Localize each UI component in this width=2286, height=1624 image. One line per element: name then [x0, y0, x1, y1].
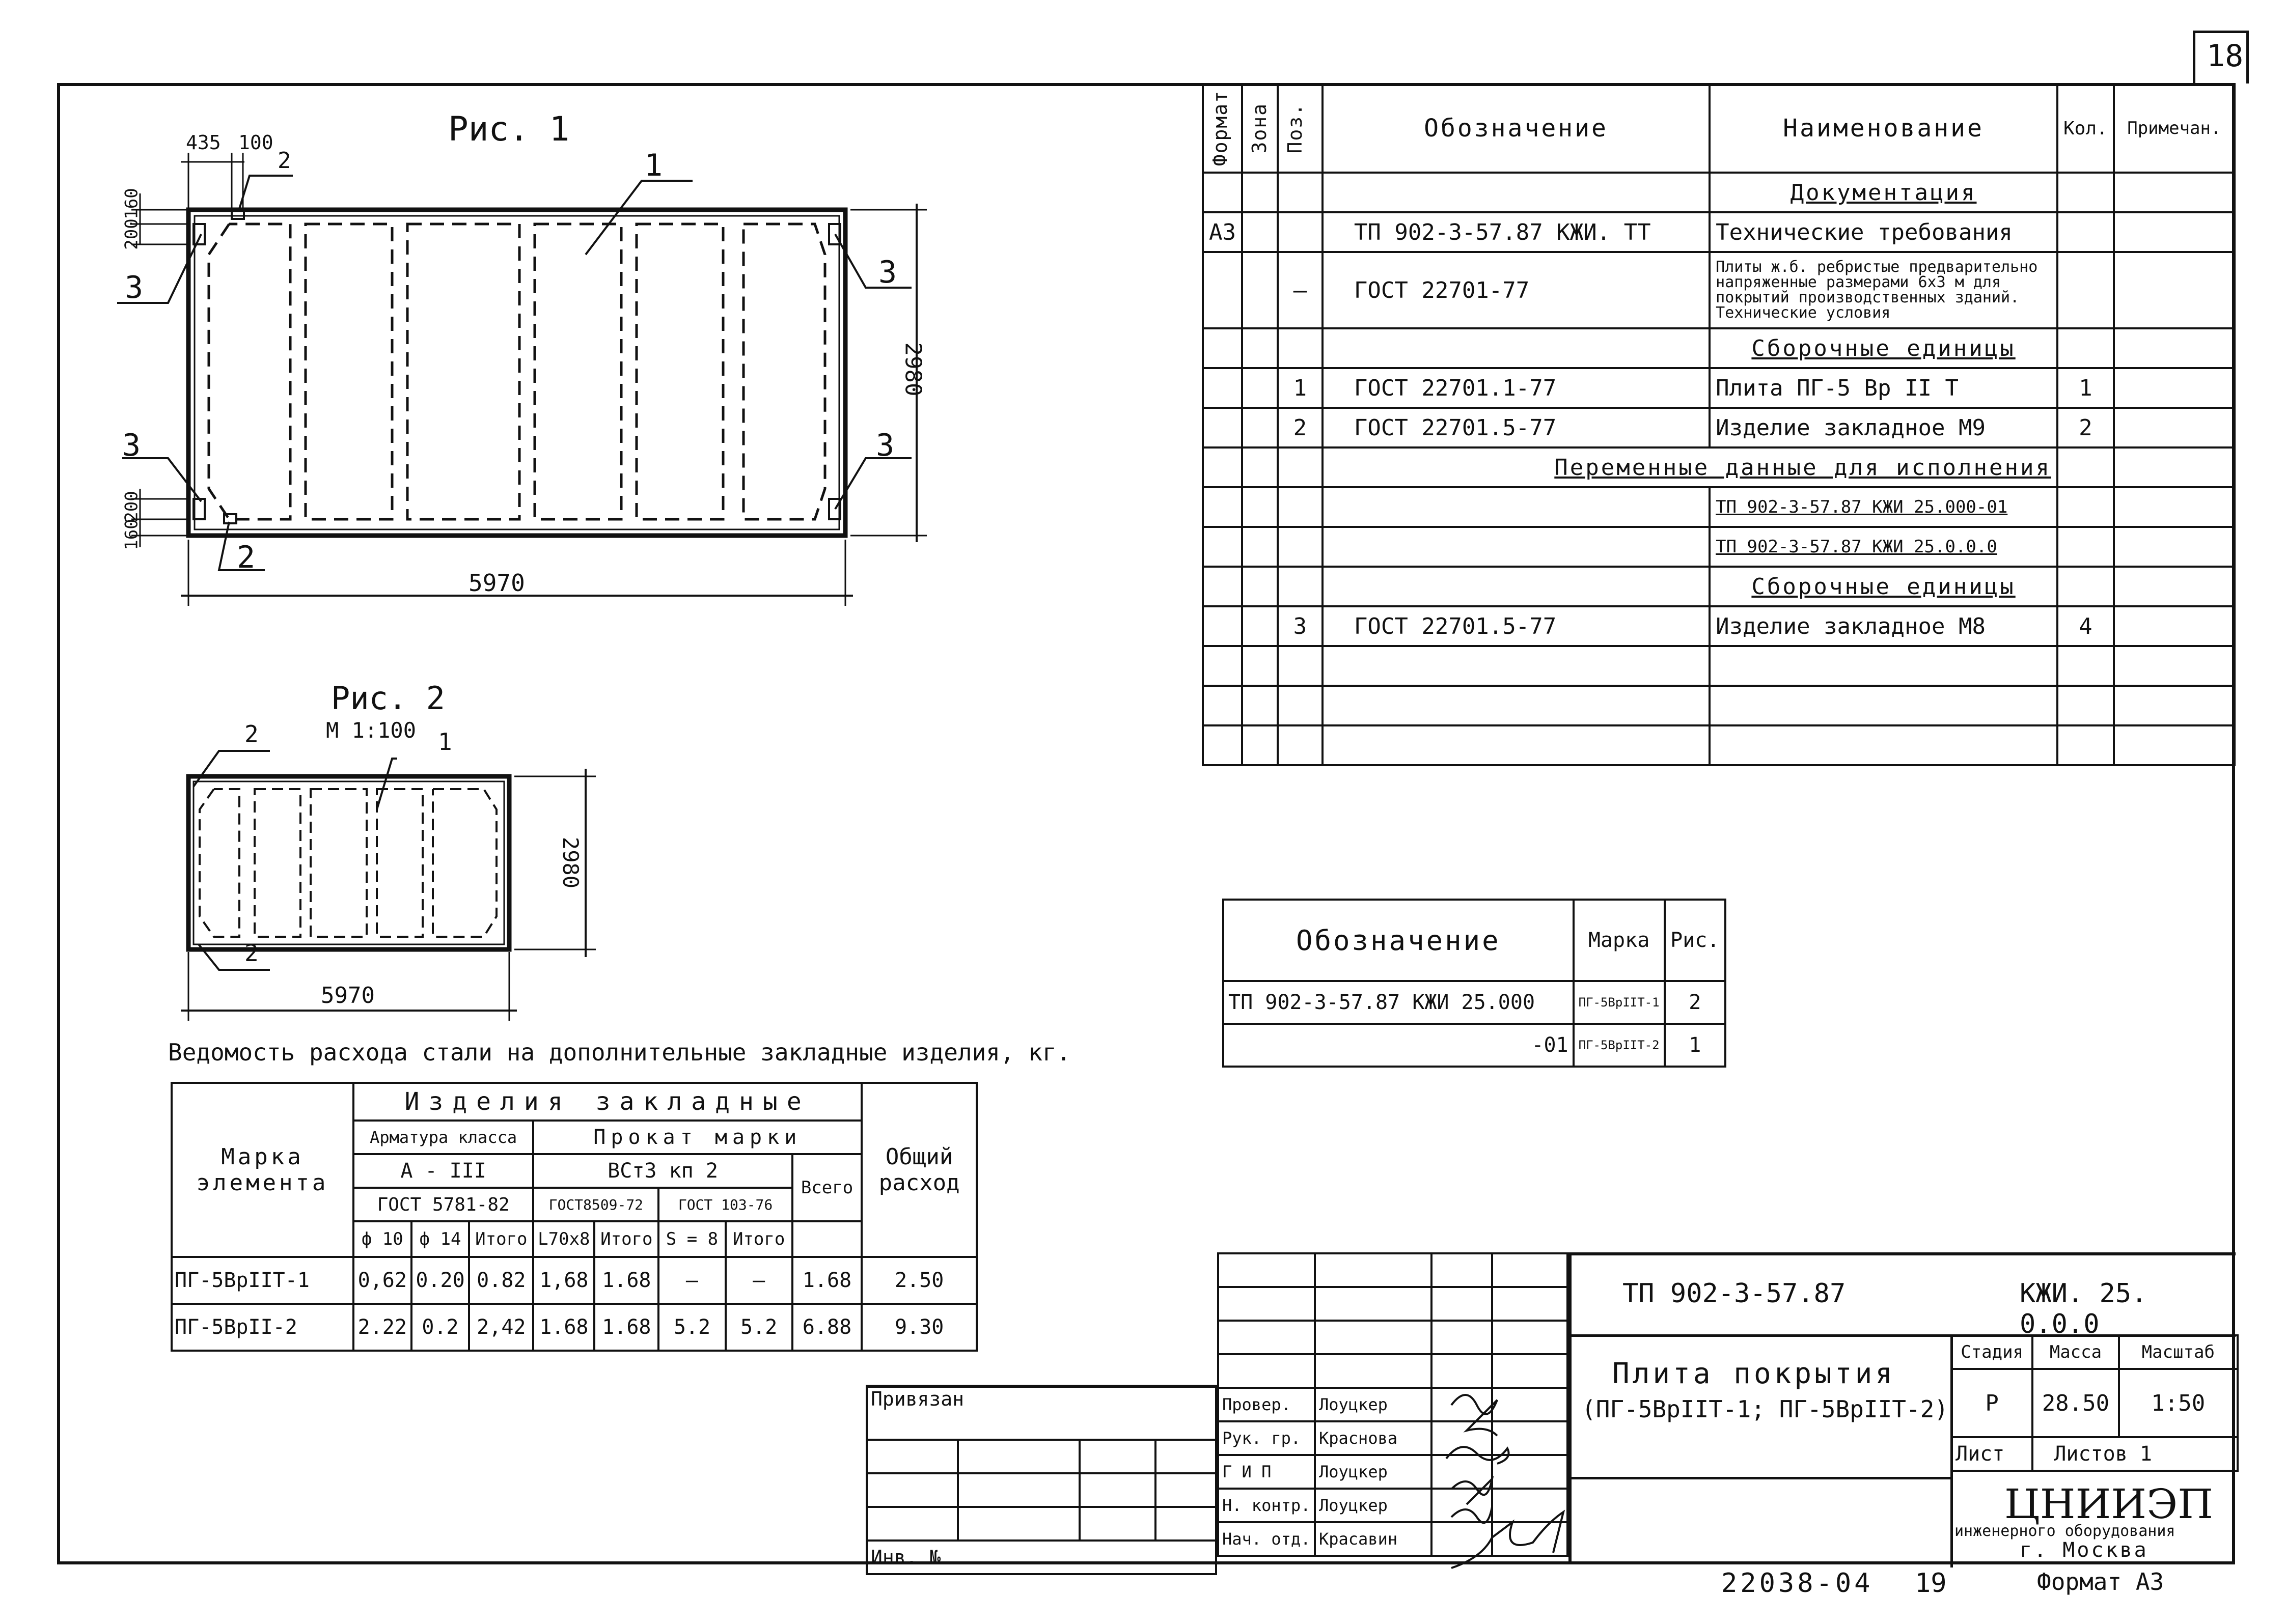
- fig2-plate-outline: [188, 776, 509, 949]
- spec-h-qty: Кол.: [2057, 84, 2114, 173]
- steel-h-arm: Арматура класса: [353, 1121, 533, 1154]
- mark-row-designation: -01: [1223, 1024, 1574, 1067]
- spec-cell-format: [1203, 725, 1242, 765]
- mark-row: [1223, 1024, 1725, 1067]
- spec-cell-note: [2114, 252, 2235, 328]
- spec-cell-name: Документация: [1710, 173, 2057, 212]
- spec-row: [1203, 487, 2235, 527]
- title-object-name: Плита покрытия: [1612, 1357, 1896, 1390]
- spec-cell-pos: [1278, 686, 1323, 725]
- spec-h-name: Наименование: [1710, 84, 2057, 173]
- stage-value: Р: [1951, 1369, 2032, 1437]
- steel-caption: Ведомость расхода стали на дополнительные закладные изделия, кг.: [168, 1039, 1071, 1066]
- spec-cell-zone: [1242, 567, 1278, 606]
- title-role-row: [1218, 1388, 1567, 1421]
- spec-cell-pos: [1278, 173, 1323, 212]
- title-role-row: [1218, 1455, 1567, 1489]
- spec-cell-note: [2114, 567, 2235, 606]
- title-empty-cell: [1218, 1253, 1315, 1287]
- spec-cell-zone: [1242, 252, 1278, 328]
- spec-header-row: [1203, 84, 2235, 173]
- spec-row: [1203, 646, 2235, 686]
- role-label: Нач. отд.: [1218, 1522, 1315, 1556]
- steel-row: [172, 1304, 977, 1351]
- spec-h-designation: Обозначение: [1323, 84, 1710, 173]
- title-empty-cell: [1218, 1321, 1315, 1354]
- fig2-drawing: [181, 751, 596, 1021]
- spec-cell-qty: [2057, 447, 2114, 487]
- role-label: Провер.: [1218, 1388, 1315, 1421]
- role-signature: [1431, 1455, 1492, 1489]
- steel-row-value: 1.68: [792, 1257, 862, 1304]
- spec-cell-format: [1203, 173, 1242, 212]
- spec-cell-designation: [1323, 646, 1710, 686]
- fig1-dim-200-top: 200: [121, 218, 142, 250]
- spec-cell-zone: [1242, 606, 1278, 646]
- role-name: Лоуцкер: [1315, 1455, 1431, 1489]
- spec-cell-qty: [2057, 686, 2114, 725]
- title-empty-cell: [1315, 1287, 1431, 1321]
- spec-cell-qty: 1: [2057, 368, 2114, 408]
- spec-cell-zone: [1242, 173, 1278, 212]
- title-empty-cell: [1218, 1287, 1315, 1321]
- spec-cell-zone: [1242, 646, 1278, 686]
- spec-cell-pos: [1278, 527, 1323, 567]
- spec-row: [1203, 328, 2235, 368]
- spec-cell-zone: [1242, 447, 1278, 487]
- spec-cell-note: [2114, 646, 2235, 686]
- steel-h-mark: Марка элемента: [172, 1083, 353, 1257]
- spec-cell-designation: [1323, 567, 1710, 606]
- steel-row: [172, 1257, 977, 1304]
- fig1-callout-3-tr: 3: [878, 255, 897, 290]
- mark-h-fig: Рис.: [1665, 900, 1725, 981]
- spec-cell-zone: [1242, 212, 1278, 252]
- fig2-dim-height: 2980: [558, 836, 584, 889]
- spec-cell-designation: ТП 902-3-57.87 КЖИ. ТТ: [1323, 212, 1710, 252]
- steel-sub-0: ф 10: [353, 1221, 411, 1257]
- spec-cell-note: [2114, 173, 2235, 212]
- role-date: [1492, 1421, 1567, 1455]
- steel-sub-4: Итого: [594, 1221, 658, 1257]
- spec-cell-format: [1203, 527, 1242, 567]
- role-signature: [1431, 1421, 1492, 1455]
- fig1-callout-2-top: 2: [278, 148, 291, 174]
- spec-cell-qty: 2: [2057, 408, 2114, 447]
- mark-row-mark: ПГ-5ВрIIТ-1: [1574, 981, 1665, 1024]
- title-empty-cell: [1315, 1321, 1431, 1354]
- spec-cell-designation: [1323, 487, 1710, 527]
- fig2-title: Рис. 2: [331, 680, 445, 717]
- spec-cell-note: [2114, 686, 2235, 725]
- spec-cell-format: [1203, 567, 1242, 606]
- steel-row-mark: ПГ-5ВрII-2: [172, 1304, 353, 1351]
- title-object-marks: (ПГ-5ВрIIТ-1; ПГ-5ВрIIТ-2): [1582, 1395, 1949, 1423]
- steel-h-rolled-grade: ВСт3 кп 2: [533, 1154, 792, 1188]
- title-empty-cell: [1431, 1287, 1492, 1321]
- spec-cell-designation: ГОСТ 22701.5-77: [1323, 606, 1710, 646]
- role-label: Г И П: [1218, 1455, 1315, 1489]
- steel-row-value: 1.68: [594, 1304, 658, 1351]
- spec-cell-name: Сборочные единицы: [1710, 567, 2057, 606]
- steel-h-gost103: ГОСТ 103-76: [658, 1188, 792, 1221]
- steel-sub-5: S = 8: [658, 1221, 725, 1257]
- title-empty-cell: [1492, 1321, 1567, 1354]
- spec-cell-format: [1203, 328, 1242, 368]
- spec-cell-qty: 4: [2057, 606, 2114, 646]
- spec-cell-format: [1203, 646, 1242, 686]
- steel-row-value: 5.2: [658, 1304, 725, 1351]
- spec-row: [1203, 567, 2235, 606]
- steel-h-total: Всего: [792, 1154, 862, 1221]
- role-signature: [1431, 1388, 1492, 1421]
- steel-row-value: 0,62: [353, 1257, 411, 1304]
- fig1-dim-160-bottom: 160: [121, 519, 142, 550]
- spec-row: [1203, 212, 2235, 252]
- spec-row: [1203, 527, 2235, 567]
- steel-row-value: 2.50: [862, 1257, 977, 1304]
- spec-cell-designation: [1323, 686, 1710, 725]
- spec-row: [1203, 368, 2235, 408]
- spec-cell-zone: [1242, 408, 1278, 447]
- steel-row-value: 2.22: [353, 1304, 411, 1351]
- spec-cell-zone: [1242, 725, 1278, 765]
- role-name: Краснова: [1315, 1421, 1431, 1455]
- spec-cell-note: [2114, 368, 2235, 408]
- title-empty-cell: [1492, 1354, 1567, 1388]
- spec-cell-pos: [1278, 212, 1323, 252]
- spec-cell-note: [2114, 408, 2235, 447]
- doc-page: 19: [1915, 1568, 1947, 1599]
- steel-h-group: Изделия закладные: [353, 1083, 862, 1121]
- spec-cell-zone: [1242, 328, 1278, 368]
- fig1-callout-2-bottom: 2: [237, 540, 256, 575]
- fig1-plate-outline: [188, 210, 845, 536]
- spec-cell-designation: ГОСТ 22701-77: [1323, 252, 1710, 328]
- title-code: КЖИ. 25. 0.0.0: [2020, 1278, 2147, 1339]
- doc-code: 22038-04: [1721, 1568, 1874, 1599]
- steel-row-value: 9.30: [862, 1304, 977, 1351]
- mass-value: 28.50: [2032, 1369, 2118, 1437]
- title-empty-cell: [1431, 1253, 1492, 1287]
- mark-table: [1222, 899, 1726, 1068]
- title-empty-cell: [1315, 1354, 1431, 1388]
- mark-row-designation: ТП 902-3-57.87 КЖИ 25.000: [1223, 981, 1574, 1024]
- fig1-dim-160-top: 160: [121, 188, 142, 219]
- spec-cell-format: [1203, 487, 1242, 527]
- mark-row-fig: 2: [1665, 981, 1725, 1024]
- spec-cell-qty: [2057, 212, 2114, 252]
- fig1-callout-3-tl: 3: [125, 270, 144, 305]
- spec-cell-qty: [2057, 527, 2114, 567]
- spec-cell-name: [1710, 686, 2057, 725]
- spec-cell-format: [1203, 447, 1242, 487]
- spec-cell-qty: [2057, 252, 2114, 328]
- spec-cell-name: [1710, 646, 2057, 686]
- spec-row: [1203, 725, 2235, 765]
- mark-row-fig: 1: [1665, 1024, 1725, 1067]
- role-name: Лоуцкер: [1315, 1489, 1431, 1522]
- spec-cell-note: [2114, 527, 2235, 567]
- spec-cell-pos: [1278, 447, 1323, 487]
- fig1-dim-height: 2980: [900, 342, 926, 397]
- specification-table: [1202, 83, 2236, 766]
- steel-h-arm-class: А - III: [353, 1154, 533, 1188]
- sheets-label: Листов 1: [2032, 1437, 2238, 1471]
- spec-cell-zone: [1242, 368, 1278, 408]
- role-signature: [1431, 1489, 1492, 1522]
- title-empty-cell: [1431, 1321, 1492, 1354]
- steel-sub-3: L70х8: [533, 1221, 594, 1257]
- h-mass: Масса: [2032, 1335, 2118, 1369]
- steel-row-value: 1.68: [594, 1257, 658, 1304]
- title-empty-cell: [1492, 1253, 1567, 1287]
- spec-cell-zone: [1242, 686, 1278, 725]
- steel-h-gost8509: ГОСТ8509-72: [533, 1188, 658, 1221]
- spec-cell-designation: ГОСТ 22701.1-77: [1323, 368, 1710, 408]
- spec-cell-format: [1203, 606, 1242, 646]
- spec-cell-pos: [1278, 487, 1323, 527]
- spec-cell-note: [2114, 212, 2235, 252]
- spec-cell-note: [2114, 606, 2235, 646]
- spec-cell-designation: [1323, 725, 1710, 765]
- role-label: Рук. гр.: [1218, 1421, 1315, 1455]
- spec-cell-name: ТП 902-3-57.87 КЖИ 25.000-01: [1710, 487, 2057, 527]
- h-stage: Стадия: [1951, 1335, 2032, 1369]
- spec-cell-name: Изделие закладное М8: [1710, 606, 2057, 646]
- steel-row-mark: ПГ-5ВрIIТ-1: [172, 1257, 353, 1304]
- spec-cell-format: [1203, 368, 1242, 408]
- title-empty-cell: [1218, 1354, 1315, 1388]
- role-name: Лоуцкер: [1315, 1388, 1431, 1421]
- steel-row-value: 0.2: [411, 1304, 470, 1351]
- fig2-dim-width: 5970: [321, 983, 375, 1009]
- steel-row-value: 2,42: [469, 1304, 533, 1351]
- fig1-dim-435: 435: [186, 131, 221, 154]
- fig1-callout-1: 1: [644, 148, 663, 183]
- steel-h-arm-gost: ГОСТ 5781-82: [353, 1188, 533, 1221]
- spec-cell-qty: [2057, 487, 2114, 527]
- steel-row-value: 1.68: [533, 1304, 594, 1351]
- title-empty-cell: [1492, 1287, 1567, 1321]
- fig2-scale: М 1:100: [326, 718, 417, 743]
- fig1-dim-200-bottom: 200: [121, 491, 142, 522]
- steel-row-value: 1,68: [533, 1257, 594, 1304]
- spec-row: [1203, 252, 2235, 328]
- fig1-drawing: [117, 153, 927, 606]
- spec-row: [1203, 173, 2235, 212]
- title-empty-cell: [1431, 1354, 1492, 1388]
- fig1-title: Рис. 1: [448, 109, 570, 149]
- h-scale: Масштаб: [2119, 1335, 2238, 1369]
- spec-cell-qty: [2057, 725, 2114, 765]
- fig2-callout-2-bottom: 2: [244, 939, 259, 967]
- mark-row: [1223, 981, 1725, 1024]
- sheet-label: Лист: [1951, 1437, 2032, 1471]
- titleblock-signatures: [1217, 1252, 1568, 1557]
- spec-cell-note: [2114, 447, 2235, 487]
- steel-row-value: 6.88: [792, 1304, 862, 1351]
- inventory-label: Инв. №: [867, 1541, 1216, 1574]
- title-role-row: [1218, 1421, 1567, 1455]
- spec-cell-name: Технические требования: [1710, 212, 2057, 252]
- steel-h-common: Общий расход: [862, 1083, 977, 1257]
- spec-cell-name: [1710, 725, 2057, 765]
- spec-cell-pos: —: [1278, 252, 1323, 328]
- spec-row: [1203, 408, 2235, 447]
- role-date: [1492, 1489, 1567, 1522]
- org-city: г. Москва: [2020, 1538, 2149, 1562]
- spec-row: [1203, 686, 2235, 725]
- title-role-row: [1218, 1489, 1567, 1522]
- spec-cell-note: [2114, 328, 2235, 368]
- role-label: Н. контр.: [1218, 1489, 1315, 1522]
- titleblock-binding: [866, 1385, 1217, 1575]
- org-sub: инженерного оборудования: [1954, 1522, 2175, 1540]
- role-date: [1492, 1455, 1567, 1489]
- spec-cell-format: [1203, 252, 1242, 328]
- steel-sub-1: ф 14: [411, 1221, 470, 1257]
- spec-cell-pos: 2: [1278, 408, 1323, 447]
- spec-h-pos: Поз.: [1278, 84, 1323, 173]
- fig1-dim-width: 5970: [469, 569, 525, 597]
- spec-cell-format: [1203, 686, 1242, 725]
- fig1-dim-100: 100: [238, 131, 273, 154]
- role-signature: [1431, 1522, 1492, 1556]
- spec-cell-qty: [2057, 173, 2114, 212]
- spec-cell-note: [2114, 725, 2235, 765]
- mark-h-designation: Обозначение: [1223, 900, 1574, 981]
- spec-cell-name: ТП 902-3-57.87 КЖИ 25.0.0.0: [1710, 527, 2057, 567]
- mark-h-mark: Марка: [1574, 900, 1665, 981]
- titleblock-main: [1568, 1252, 2236, 1564]
- steel-table: [171, 1082, 978, 1352]
- fig1-callout-3-br: 3: [876, 428, 895, 463]
- steel-sub-6: Итого: [726, 1221, 792, 1257]
- spec-cell-zone: [1242, 487, 1278, 527]
- spec-cell-pos: 1: [1278, 368, 1323, 408]
- org-name: ЦНИИЭП: [2004, 1480, 2214, 1528]
- spec-cell-pos: [1278, 328, 1323, 368]
- steel-row-value: —: [658, 1257, 725, 1304]
- spec-cell-designation: ГОСТ 22701.5-77: [1323, 408, 1710, 447]
- spec-body: [1203, 173, 2235, 765]
- fig2-callout-2-top: 2: [244, 720, 259, 748]
- spec-row: [1203, 606, 2235, 646]
- spec-cell-name: Переменные данные для исполнения: [1323, 447, 2057, 487]
- spec-cell-format: [1203, 408, 1242, 447]
- fig2-callout-1: 1: [438, 728, 452, 755]
- spec-cell-zone: [1242, 527, 1278, 567]
- role-date: [1492, 1522, 1567, 1556]
- spec-h-zone: Зона: [1242, 84, 1278, 173]
- steel-body: [172, 1257, 977, 1351]
- spec-cell-designation: [1323, 173, 1710, 212]
- spec-cell-name: Изделие закладное М9: [1710, 408, 2057, 447]
- spec-cell-pos: [1278, 646, 1323, 686]
- spec-cell-name: Сборочные единицы: [1710, 328, 2057, 368]
- spec-cell-qty: [2057, 646, 2114, 686]
- title-stage-grid: [1950, 1334, 2239, 1472]
- spec-cell-pos: [1278, 567, 1323, 606]
- spec-h-note: Примечан.: [2114, 84, 2235, 173]
- spec-cell-qty: [2057, 567, 2114, 606]
- sheet-number: 18: [2207, 38, 2244, 74]
- title-role-row: [1218, 1522, 1567, 1556]
- steel-row-value: 0.82: [469, 1257, 533, 1304]
- steel-row-value: —: [726, 1257, 792, 1304]
- spec-cell-note: [2114, 487, 2235, 527]
- format-label: Формат А3: [2037, 1568, 2164, 1595]
- steel-sub-2: Итого: [469, 1221, 533, 1257]
- role-name: Красавин: [1315, 1522, 1431, 1556]
- spec-cell-qty: [2057, 328, 2114, 368]
- title-empty-cell: [1315, 1253, 1431, 1287]
- mark-row-mark: ПГ-5ВрIIТ-2: [1574, 1024, 1665, 1067]
- spec-cell-pos: 3: [1278, 606, 1323, 646]
- spec-h-format: Формат: [1203, 84, 1242, 173]
- steel-row-value: 5.2: [726, 1304, 792, 1351]
- steel-h-rolled: Прокат марки: [533, 1121, 862, 1154]
- spec-cell-designation: [1323, 328, 1710, 368]
- spec-cell-name: Плиты ж.б. ребристые предварительно напряженные размерами 6х3 м для покрытий производственных зданий. Технические условия: [1710, 252, 2057, 328]
- steel-row-value: 0.20: [411, 1257, 470, 1304]
- bound-label: Привязан: [867, 1386, 1216, 1440]
- role-date: [1492, 1388, 1567, 1421]
- spec-row: [1203, 447, 2235, 487]
- title-project: ТП 902-3-57.87: [1622, 1278, 1846, 1309]
- spec-cell-designation: [1323, 527, 1710, 567]
- spec-cell-pos: [1278, 725, 1323, 765]
- spec-cell-name: Плита ПГ-5 Вр II Т: [1710, 368, 2057, 408]
- fig1-callout-3-bl: 3: [122, 428, 141, 463]
- scale-value: 1:50: [2119, 1369, 2238, 1437]
- spec-cell-format: А3: [1203, 212, 1242, 252]
